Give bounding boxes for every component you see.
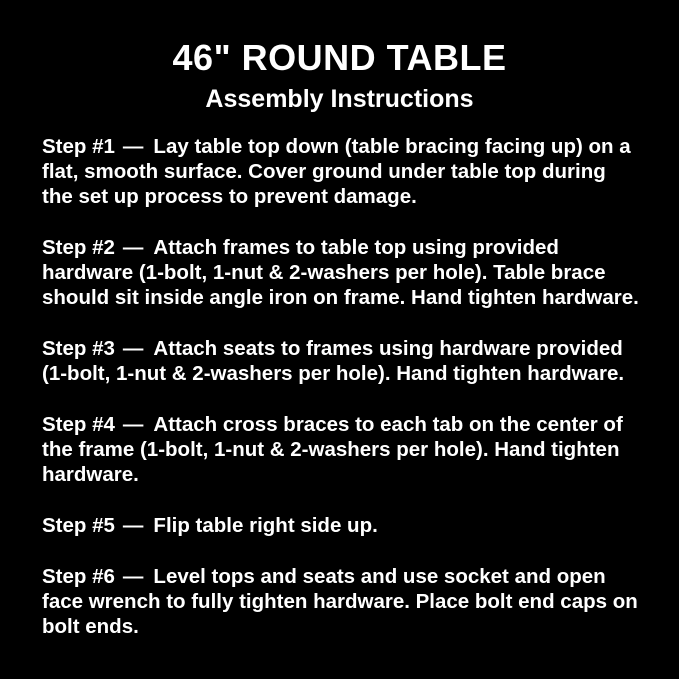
step-4 xyxy=(42,412,639,487)
step-4-label: Step #4 xyxy=(42,412,115,436)
step-5 xyxy=(42,513,639,538)
step-6 xyxy=(42,564,639,639)
step-5-text: Flip table right side up. xyxy=(153,513,378,537)
step-3-label: Step #3 xyxy=(42,336,115,360)
step-1-label: Step #1 xyxy=(42,134,115,158)
step-2-dash: — xyxy=(122,235,144,259)
step-2-text: Attach frames to table top using provided hardware (1-bolt, 1-nut & 2-washers per hole). Table brace should sit inside angle iron on frame. Hand tighten hardware. xyxy=(42,235,639,309)
step-5-dash: — xyxy=(122,513,144,537)
step-1 xyxy=(42,134,639,209)
step-1-dash: — xyxy=(122,134,144,158)
step-3-text: Attach seats to frames using hardware provided (1-bolt, 1-nut & 2-washers per hole). Hand tighten hardware. xyxy=(42,336,625,385)
step-5-label: Step #5 xyxy=(42,513,115,537)
page-title: 46" ROUND TABLE xyxy=(172,37,507,78)
step-3-dash: — xyxy=(122,336,144,360)
step-3 xyxy=(42,336,639,386)
step-2-label: Step #2 xyxy=(42,235,115,259)
steps-list xyxy=(0,114,679,639)
step-6-text: Level tops and seats and use socket and open face wrench to fully tighten hardware. Place bolt end caps on bolt ends. xyxy=(42,564,638,638)
step-6-dash: — xyxy=(122,564,144,588)
page-subtitle: Assembly Instructions xyxy=(205,84,474,113)
step-1-text: Lay table top down (table bracing facing up) on a flat, smooth surface. Cover ground under table top during the set up process to prevent damage. xyxy=(42,134,631,208)
step-4-text: Attach cross braces to each tab on the center of the frame (1-bolt, 1-nut & 2-washers per hole). Hand tighten hardware. xyxy=(42,412,623,486)
header xyxy=(0,0,679,114)
step-2 xyxy=(42,235,639,310)
step-6-label: Step #6 xyxy=(42,564,115,588)
step-4-dash: — xyxy=(122,412,144,436)
